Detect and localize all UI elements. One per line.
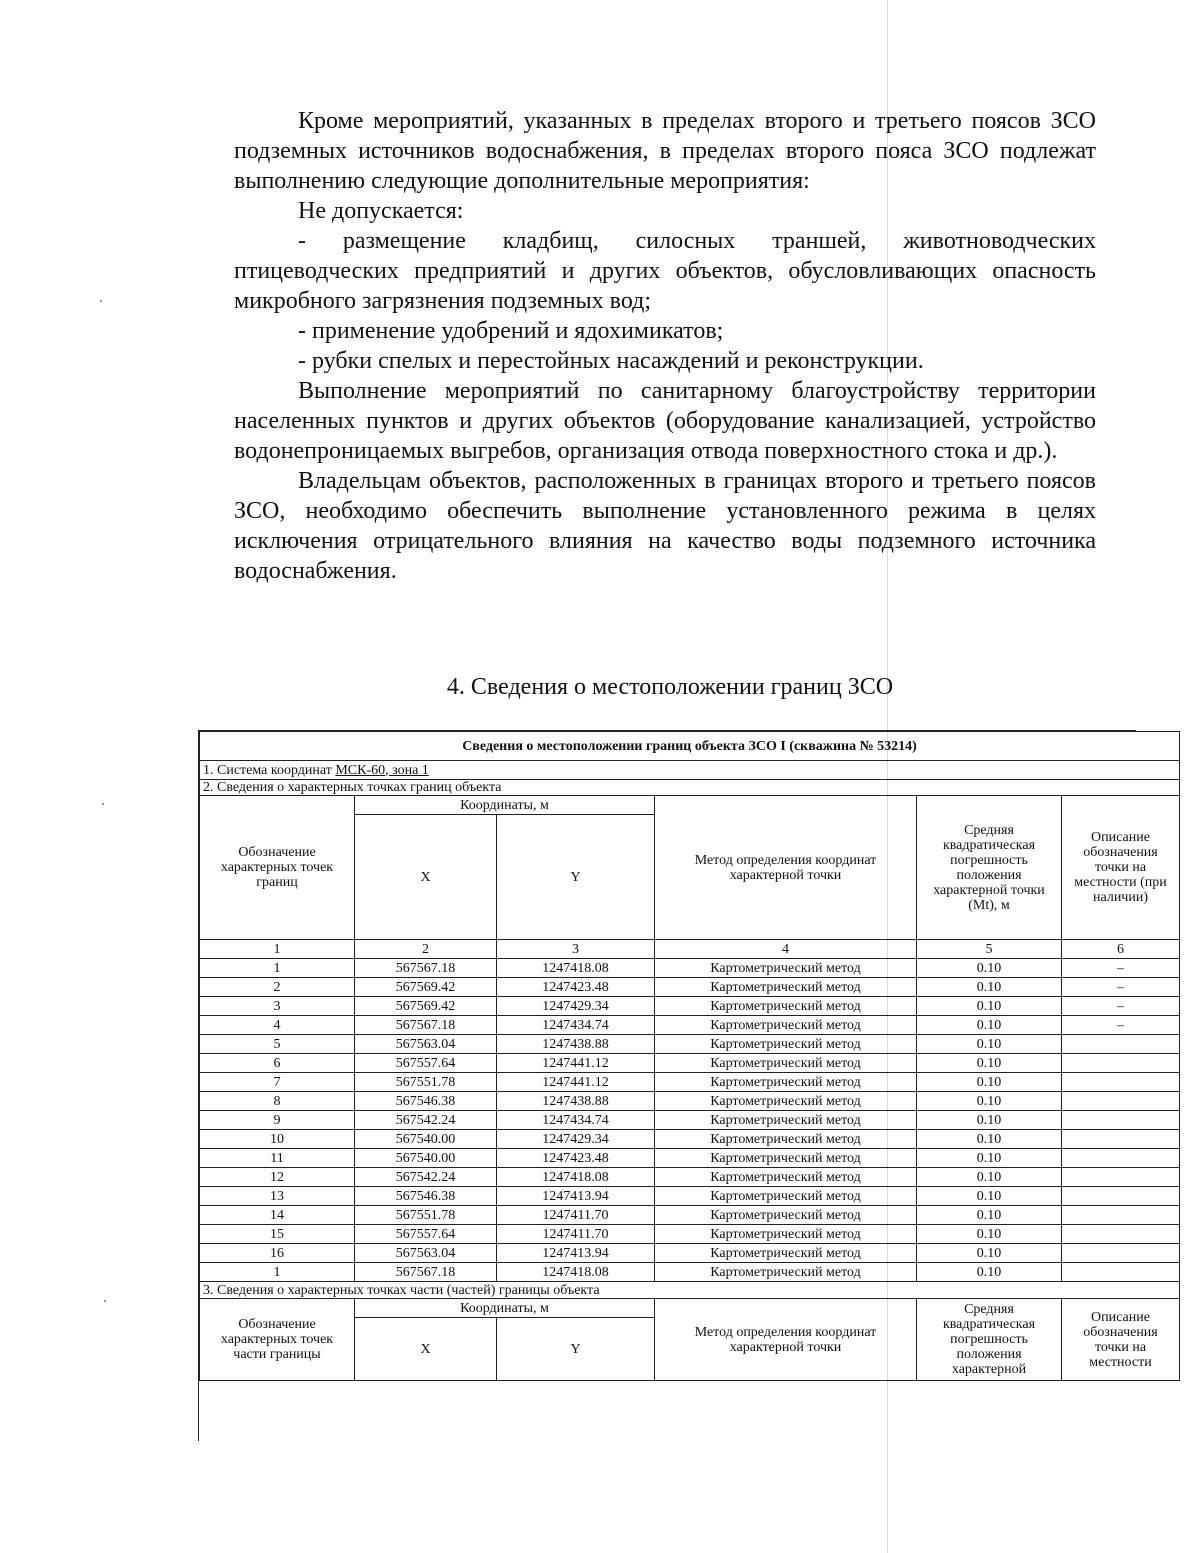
cell-method: Картометрический метод: [655, 997, 917, 1016]
column-number: 3: [497, 940, 655, 959]
cell-coord-x: 567540.00: [355, 1130, 497, 1149]
body-text: [234, 106, 1096, 586]
paragraph-not-allowed: Не допускается:: [298, 198, 464, 224]
coordinate-system-value: МСК-60, зона 1: [335, 762, 429, 778]
cell-method: Картометрический метод: [655, 1092, 917, 1111]
cell-error-value: 0.10: [917, 1206, 1062, 1225]
cell-coord-x: 567563.04: [355, 1035, 497, 1054]
cell-description: [1062, 1073, 1180, 1092]
cell-method: Картометрический метод: [655, 1054, 917, 1073]
cell-description: [1062, 1035, 1180, 1054]
cell-coord-y: 1247434.74: [497, 1016, 655, 1035]
header-method: Метод определения координат характерной точки: [655, 796, 917, 940]
cell-error-value: 0.10: [917, 997, 1062, 1016]
column-number: 2: [355, 940, 497, 959]
cell-method: Картометрический метод: [655, 1225, 917, 1244]
cell-description: [1062, 1149, 1180, 1168]
column-number: 5: [917, 940, 1062, 959]
cell-description: [1062, 1130, 1180, 1149]
cell-description: –: [1062, 997, 1180, 1016]
cell-point-number: 4: [200, 1016, 355, 1035]
cell-coord-x: 567542.24: [355, 1168, 497, 1187]
cell-coord-y: 1247429.34: [497, 1130, 655, 1149]
cell-description: [1062, 1168, 1180, 1187]
header-point: Обозначение характерных точек границ: [200, 796, 355, 940]
cell-method: Картометрический метод: [655, 959, 917, 978]
cell-method: Картометрический метод: [655, 978, 917, 997]
boundary-table: [199, 731, 1180, 1381]
column-number: 6: [1062, 940, 1180, 959]
header3-y: Y: [497, 1318, 655, 1381]
header-error: Средняя квадратическая погрешность положения характерной точки (Mt), м: [917, 796, 1062, 940]
header-y: Y: [497, 815, 655, 940]
cell-method: Картометрический метод: [655, 1130, 917, 1149]
cell-error-value: 0.10: [917, 1149, 1062, 1168]
table-row: [200, 1111, 1180, 1130]
cell-error-value: 0.10: [917, 1073, 1062, 1092]
table-row: [200, 1168, 1180, 1187]
paragraph-item-logging: - рубки спелых и перестойных насаждений и реконструкции.: [298, 348, 924, 374]
coordinate-system-row: [200, 761, 1180, 780]
cell-coord-x: 567563.04: [355, 1244, 497, 1263]
cell-point-number: 15: [200, 1225, 355, 1244]
cell-description: [1062, 1187, 1180, 1206]
cell-coord-y: 1247441.12: [497, 1054, 655, 1073]
cell-coord-y: 1247438.88: [497, 1035, 655, 1054]
cell-coord-y: 1247418.08: [497, 1263, 655, 1282]
cell-error-value: 0.10: [917, 1016, 1062, 1035]
cell-point-number: 8: [200, 1092, 355, 1111]
paragraph-owners: Владельцам объектов, расположенных в границах второго и третьего поясов ЗСО, необходимо обеспечить выполнение установленного режима в целях исключения отрицательного влияния на качество воды подземного источника водоснабжения.: [234, 468, 1096, 584]
cell-coord-x: 567546.38: [355, 1187, 497, 1206]
cell-coord-x: 567546.38: [355, 1092, 497, 1111]
cell-coord-x: 567567.18: [355, 1263, 497, 1282]
cell-method: Картометрический метод: [655, 1263, 917, 1282]
cell-coord-x: 567569.42: [355, 978, 497, 997]
cell-coord-y: 1247418.08: [497, 959, 655, 978]
column-number-row: [200, 940, 1180, 959]
cell-error-value: 0.10: [917, 1054, 1062, 1073]
cell-error-value: 0.10: [917, 978, 1062, 997]
header-x: X: [355, 815, 497, 940]
section3-heading: 3. Сведения о характерных точках части (частей) границы объекта: [200, 1282, 1180, 1299]
cell-coord-y: 1247441.12: [497, 1073, 655, 1092]
cell-coord-y: 1247438.88: [497, 1092, 655, 1111]
cell-description: [1062, 1263, 1180, 1282]
cell-point-number: 12: [200, 1168, 355, 1187]
header-description: Описание обозначения точки на местности (при наличии): [1062, 796, 1180, 940]
cell-description: –: [1062, 978, 1180, 997]
cell-point-number: 14: [200, 1206, 355, 1225]
cell-error-value: 0.10: [917, 1225, 1062, 1244]
table-row: [200, 1130, 1180, 1149]
table-row: [200, 959, 1180, 978]
cell-description: [1062, 1206, 1180, 1225]
header3-description: Описание обозначения точки на местности: [1062, 1299, 1180, 1381]
paragraph-intro: Кроме мероприятий, указанных в пределах второго и третьего поясов ЗСО подземных источников водоснабжения, в пределах второго пояса ЗСО подлежат выполнению следующие дополнительные мероприятия:: [234, 108, 1096, 194]
header3-coords: Координаты, м: [355, 1299, 655, 1318]
cell-coord-y: 1247413.94: [497, 1244, 655, 1263]
paragraph-item-cemeteries: - размещение кладбищ, силосных траншей, животноводческих птицеводческих предприятий и других объектов, обусловливающих опасность микробного загрязнения подземных вод;: [234, 228, 1096, 314]
cell-coord-x: 567542.24: [355, 1111, 497, 1130]
cell-method: Картометрический метод: [655, 1168, 917, 1187]
cell-coord-y: 1247413.94: [497, 1187, 655, 1206]
section2-heading: 2. Сведения о характерных точках границ объекта: [200, 780, 1180, 796]
cell-coord-y: 1247434.74: [497, 1111, 655, 1130]
scan-speck: [102, 803, 104, 805]
section-title: 4. Сведения о местоположении границ ЗСО: [446, 674, 894, 700]
header-coords: Координаты, м: [355, 796, 655, 815]
cell-error-value: 0.10: [917, 1187, 1062, 1206]
cell-coord-x: 567551.78: [355, 1073, 497, 1092]
cell-error-value: 0.10: [917, 1092, 1062, 1111]
cell-coord-x: 567567.18: [355, 959, 497, 978]
cell-method: Картометрический метод: [655, 1187, 917, 1206]
cell-point-number: 16: [200, 1244, 355, 1263]
cell-point-number: 7: [200, 1073, 355, 1092]
table-row: [200, 1206, 1180, 1225]
cell-description: [1062, 1111, 1180, 1130]
cell-point-number: 2: [200, 978, 355, 997]
table-row: [200, 1225, 1180, 1244]
cell-coord-y: 1247411.70: [497, 1206, 655, 1225]
cell-error-value: 0.10: [917, 959, 1062, 978]
scan-speck: [100, 300, 102, 302]
cell-coord-x: 567540.00: [355, 1149, 497, 1168]
table-title: Сведения о местоположении границ объекта ЗСО I (скважина № 53214): [200, 732, 1180, 761]
table-row: [200, 1149, 1180, 1168]
header3-error: Средняя квадратическая погрешность положения характерной: [917, 1299, 1062, 1381]
table-row: [200, 1073, 1180, 1092]
cell-error-value: 0.10: [917, 1168, 1062, 1187]
table-row: [200, 1187, 1180, 1206]
cell-coord-y: 1247411.70: [497, 1225, 655, 1244]
table-row: [200, 1092, 1180, 1111]
cell-description: [1062, 1054, 1180, 1073]
cell-coord-y: 1247423.48: [497, 1149, 655, 1168]
table-row: [200, 997, 1180, 1016]
cell-description: –: [1062, 959, 1180, 978]
cell-method: Картометрический метод: [655, 1244, 917, 1263]
cell-point-number: 1: [200, 1263, 355, 1282]
cell-point-number: 6: [200, 1054, 355, 1073]
column-number: 4: [655, 940, 917, 959]
cell-coord-y: 1247418.08: [497, 1168, 655, 1187]
cell-method: Картометрический метод: [655, 1035, 917, 1054]
cell-description: [1062, 1244, 1180, 1263]
header3-method: Метод определения координат характерной точки: [655, 1299, 917, 1381]
cell-error-value: 0.10: [917, 1035, 1062, 1054]
cell-point-number: 13: [200, 1187, 355, 1206]
header3-point: Обозначение характерных точек части границы: [200, 1299, 355, 1381]
column-number: 1: [200, 940, 355, 959]
cell-method: Картометрический метод: [655, 1206, 917, 1225]
cell-point-number: 10: [200, 1130, 355, 1149]
cell-point-number: 11: [200, 1149, 355, 1168]
paragraph-sanitary: Выполнение мероприятий по санитарному благоустройству территории населенных пунктов и других объектов (оборудование канализацией, устройство водонепроницаемых выгребов, организация отвода поверхностного стока и др.).: [234, 378, 1096, 464]
table-row: [200, 1244, 1180, 1263]
cell-method: Картометрический метод: [655, 1016, 917, 1035]
cell-coord-y: 1247429.34: [497, 997, 655, 1016]
cell-point-number: 9: [200, 1111, 355, 1130]
header3-x: X: [355, 1318, 497, 1381]
cell-coord-x: 567557.64: [355, 1225, 497, 1244]
cell-method: Картометрический метод: [655, 1149, 917, 1168]
cell-coord-x: 567567.18: [355, 1016, 497, 1035]
table-row: [200, 978, 1180, 997]
cell-error-value: 0.10: [917, 1263, 1062, 1282]
cell-coord-x: 567557.64: [355, 1054, 497, 1073]
boundary-table-wrapper: [198, 730, 1167, 1441]
scan-speck: [104, 1300, 106, 1302]
table-row: [200, 1054, 1180, 1073]
cell-description: [1062, 1225, 1180, 1244]
cell-error-value: 0.10: [917, 1111, 1062, 1130]
cell-point-number: 1: [200, 959, 355, 978]
cell-description: [1062, 1092, 1180, 1111]
paragraph-item-fertilizers: - применение удобрений и ядохимикатов;: [298, 318, 724, 344]
cell-coord-x: 567569.42: [355, 997, 497, 1016]
table-row: [200, 1263, 1180, 1282]
cell-description: –: [1062, 1016, 1180, 1035]
coordinate-system-label: 1. Система координат: [203, 762, 336, 778]
cell-point-number: 5: [200, 1035, 355, 1054]
table-row: [200, 1035, 1180, 1054]
cell-coord-x: 567551.78: [355, 1206, 497, 1225]
cell-method: Картометрический метод: [655, 1111, 917, 1130]
cell-point-number: 3: [200, 997, 355, 1016]
cell-error-value: 0.10: [917, 1244, 1062, 1263]
cell-coord-y: 1247423.48: [497, 978, 655, 997]
table-row: [200, 1016, 1180, 1035]
cell-error-value: 0.10: [917, 1130, 1062, 1149]
cell-method: Картометрический метод: [655, 1073, 917, 1092]
